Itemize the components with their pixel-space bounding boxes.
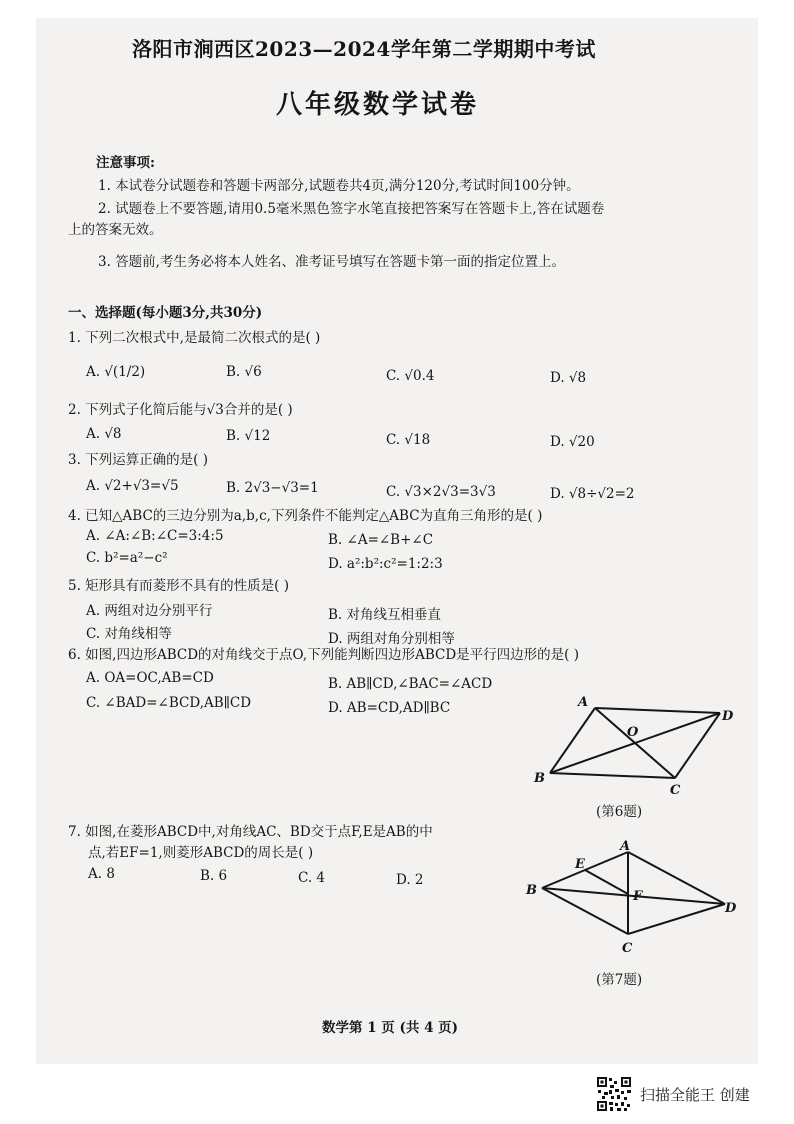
q4-option-b: B. ∠A=∠B+∠C bbox=[328, 532, 434, 548]
q5-option-a: A. 两组对边分别平行 bbox=[86, 603, 213, 619]
q6-option-a: A. OA=OC,AB=CD bbox=[86, 670, 214, 686]
q1-option-b: B. √6 bbox=[226, 364, 262, 380]
q2-stem: 2. 下列式子化简后能与√3合并的是( ) bbox=[68, 402, 293, 418]
figure-6-caption: (第6题) bbox=[596, 804, 643, 820]
scanner-watermark: 扫描全能王 创建 bbox=[640, 1086, 750, 1104]
q7-option-b: B. 6 bbox=[200, 868, 228, 884]
q4-stem: 4. 已知△ABC的三边分别为a,b,c,下列条件不能判定△ABC为直角三角形的是( ) bbox=[68, 508, 543, 524]
fig6-diagonal-bd bbox=[550, 713, 720, 773]
note-1: 1. 本试卷分试题卷和答题卡两部分,试题卷共4页,满分120分,考试时间100分钟。 bbox=[98, 178, 580, 194]
fig6-label-o: O bbox=[627, 725, 639, 740]
fig7-label-f: F bbox=[633, 889, 643, 904]
note-2-cont: 上的答案无效。 bbox=[68, 222, 163, 238]
figure-7-rhombus bbox=[520, 834, 750, 964]
q1-option-d: D. √8 bbox=[550, 370, 587, 386]
q1-option-c: C. √0.4 bbox=[386, 368, 435, 384]
q3-option-b: B. 2√3−√3=1 bbox=[226, 480, 319, 496]
q3-option-c: C. √3×2√3=3√3 bbox=[386, 484, 496, 500]
page-number: 数学第 1 页 (共 4 页) bbox=[322, 1020, 459, 1036]
exam-subtitle: 八年级数学试卷 bbox=[276, 90, 480, 120]
q2-option-a: A. √8 bbox=[86, 426, 122, 442]
q4-option-c: C. b²=a²−c² bbox=[86, 550, 168, 566]
fig7-label-c: C bbox=[622, 941, 633, 956]
figure-6-parallelogram bbox=[520, 688, 750, 800]
q5-option-b: B. 对角线互相垂直 bbox=[328, 607, 442, 623]
fig6-side-ba bbox=[550, 708, 595, 773]
section-heading: 一、选择题(每小题3分,共30分) bbox=[68, 305, 263, 321]
fig7-side-dc bbox=[628, 904, 725, 934]
q2-option-d: D. √20 bbox=[550, 434, 595, 450]
q2-option-c: C. √18 bbox=[386, 432, 431, 448]
q5-option-d: D. 两组对角分别相等 bbox=[328, 631, 455, 647]
fig6-label-b: B bbox=[534, 771, 545, 786]
q3-option-d: D. √8÷√2=2 bbox=[550, 486, 635, 502]
q7-option-d: D. 2 bbox=[396, 872, 424, 888]
figure-7-caption: (第7题) bbox=[596, 972, 643, 988]
q6-option-c: C. ∠BAD=∠BCD,AB∥CD bbox=[86, 695, 252, 711]
q1-option-a: A. √(1/2) bbox=[86, 364, 146, 380]
q7-stem-line1: 7. 如图,在菱形ABCD中,对角线AC、BD交于点F,E是AB的中 bbox=[68, 824, 433, 840]
q6-stem: 6. 如图,四边形ABCD的对角线交于点O,下列能判断四边形ABCD是平行四边形的是( ) bbox=[68, 647, 580, 663]
fig6-side-cb bbox=[550, 773, 675, 778]
fig7-label-a: A bbox=[620, 839, 631, 854]
qr-code-icon bbox=[596, 1076, 632, 1112]
q6-option-b: B. AB∥CD,∠BAC=∠ACD bbox=[328, 676, 493, 692]
q4-option-d: D. a²:b²:c²=1:2:3 bbox=[328, 556, 443, 572]
q2-option-b: B. √12 bbox=[226, 428, 271, 444]
fig7-label-e: E bbox=[575, 857, 585, 872]
q7-stem-line2: 点,若EF=1,则菱形ABCD的周长是( ) bbox=[88, 845, 314, 861]
q3-option-a: A. √2+√3=√5 bbox=[86, 478, 179, 494]
fig7-label-d: D bbox=[725, 901, 737, 916]
notes-heading: 注意事项: bbox=[96, 155, 155, 171]
q7-option-a: A. 8 bbox=[88, 866, 115, 882]
fig7-segment-ef bbox=[585, 870, 628, 894]
q3-stem: 3. 下列运算正确的是( ) bbox=[68, 452, 208, 468]
fig7-label-b: B bbox=[526, 883, 537, 898]
q6-option-d: D. AB=CD,AD∥BC bbox=[328, 700, 451, 716]
fig6-label-c: C bbox=[670, 783, 681, 798]
q1-stem: 1. 下列二次根式中,是最简二次根式的是( ) bbox=[68, 330, 321, 346]
q5-stem: 5. 矩形具有而菱形不具有的性质是( ) bbox=[68, 578, 289, 594]
q4-option-a: A. ∠A:∠B:∠C=3:4:5 bbox=[86, 528, 224, 544]
fig6-side-dc bbox=[675, 713, 720, 778]
fig6-label-d: D bbox=[722, 709, 734, 724]
exam-title: 洛阳市涧西区2023—2024学年第二学期期中考试 bbox=[132, 37, 596, 61]
fig6-label-a: A bbox=[578, 695, 589, 710]
note-3: 3. 答题前,考生务必将本人姓名、准考证号填写在答题卡第一面的指定位置上。 bbox=[98, 254, 565, 270]
q7-option-c: C. 4 bbox=[298, 870, 326, 886]
fig6-side-ad bbox=[595, 708, 720, 713]
q5-option-c: C. 对角线相等 bbox=[86, 626, 172, 642]
note-2: 2. 试题卷上不要答题,请用0.5毫米黑色签字水笔直接把答案写在答题卡上,答在试题卷 bbox=[98, 201, 605, 217]
